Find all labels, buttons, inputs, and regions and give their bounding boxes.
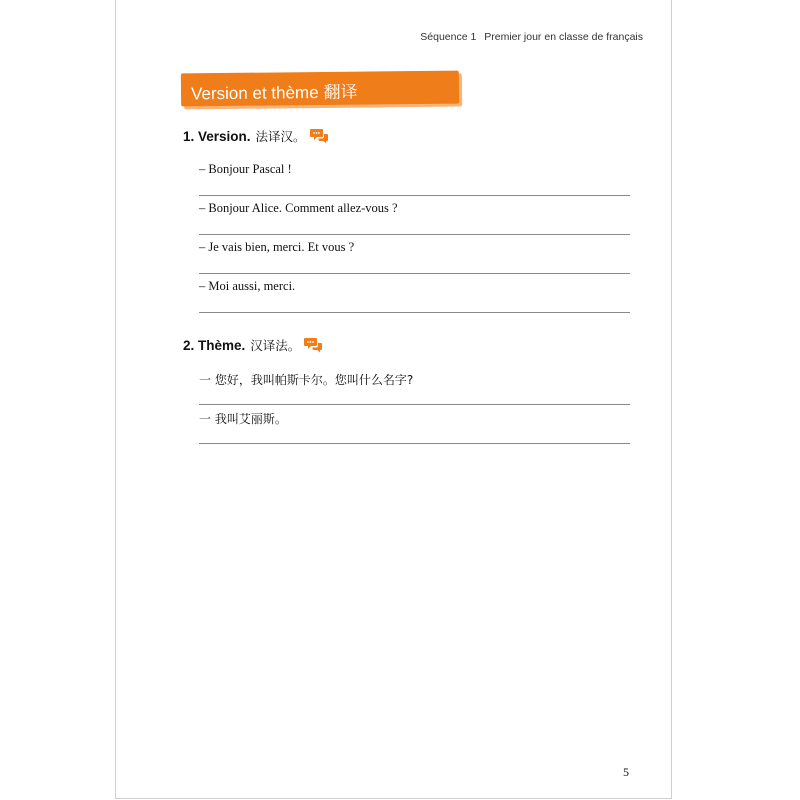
sequence-label: Séquence 1 xyxy=(420,31,477,43)
answer-line[interactable] xyxy=(199,404,630,405)
exercise-1-sentence: – Je vais bien, merci. Et vous ? xyxy=(199,240,355,254)
answer-line[interactable] xyxy=(199,273,630,274)
exercise-2-instruction: 汉译法。 xyxy=(250,339,301,353)
exercise-1-instruction: 法译汉。 xyxy=(255,130,306,144)
exercise-1-item xyxy=(199,162,630,177)
exercise-2-item xyxy=(199,410,630,427)
running-header xyxy=(420,31,643,43)
exercise-1-label: 1. Version. xyxy=(183,128,251,144)
lesson-title: Premier jour en classe de français xyxy=(484,31,643,43)
exercise-1-item xyxy=(199,240,630,255)
exercise-1-sentence: – Bonjour Pascal ! xyxy=(199,162,292,176)
exercise-2-label: 2. Thème. xyxy=(183,337,246,353)
exercise-2-heading xyxy=(183,336,323,354)
answer-line[interactable] xyxy=(199,195,630,196)
exercise-1-sentence: – Moi aussi, merci. xyxy=(199,279,296,293)
exercise-1-sentence: – Bonjour Alice. Comment allez-vous ? xyxy=(199,201,398,215)
exercise-1-item xyxy=(199,201,630,216)
chat-bubbles-icon xyxy=(304,337,323,353)
exercise-1-heading xyxy=(183,127,329,145)
answer-line[interactable] xyxy=(199,312,630,313)
section-title-cn: 翻译 xyxy=(323,82,358,102)
exercise-2-sentence: 一 您好，我叫帕斯卡尔。您叫什么名字? xyxy=(199,373,414,387)
exercise-2-sentence: 一 我叫艾丽斯。 xyxy=(199,412,287,426)
answer-line[interactable] xyxy=(199,443,630,444)
exercise-1-item xyxy=(199,279,630,294)
chat-bubbles-icon xyxy=(310,128,329,144)
page-number: 5 xyxy=(623,765,629,779)
section-title: Version et thème xyxy=(190,83,319,104)
section-title-banner xyxy=(181,71,459,107)
workbook-page xyxy=(115,0,672,799)
exercise-2-item xyxy=(199,371,630,388)
answer-line[interactable] xyxy=(199,234,630,235)
